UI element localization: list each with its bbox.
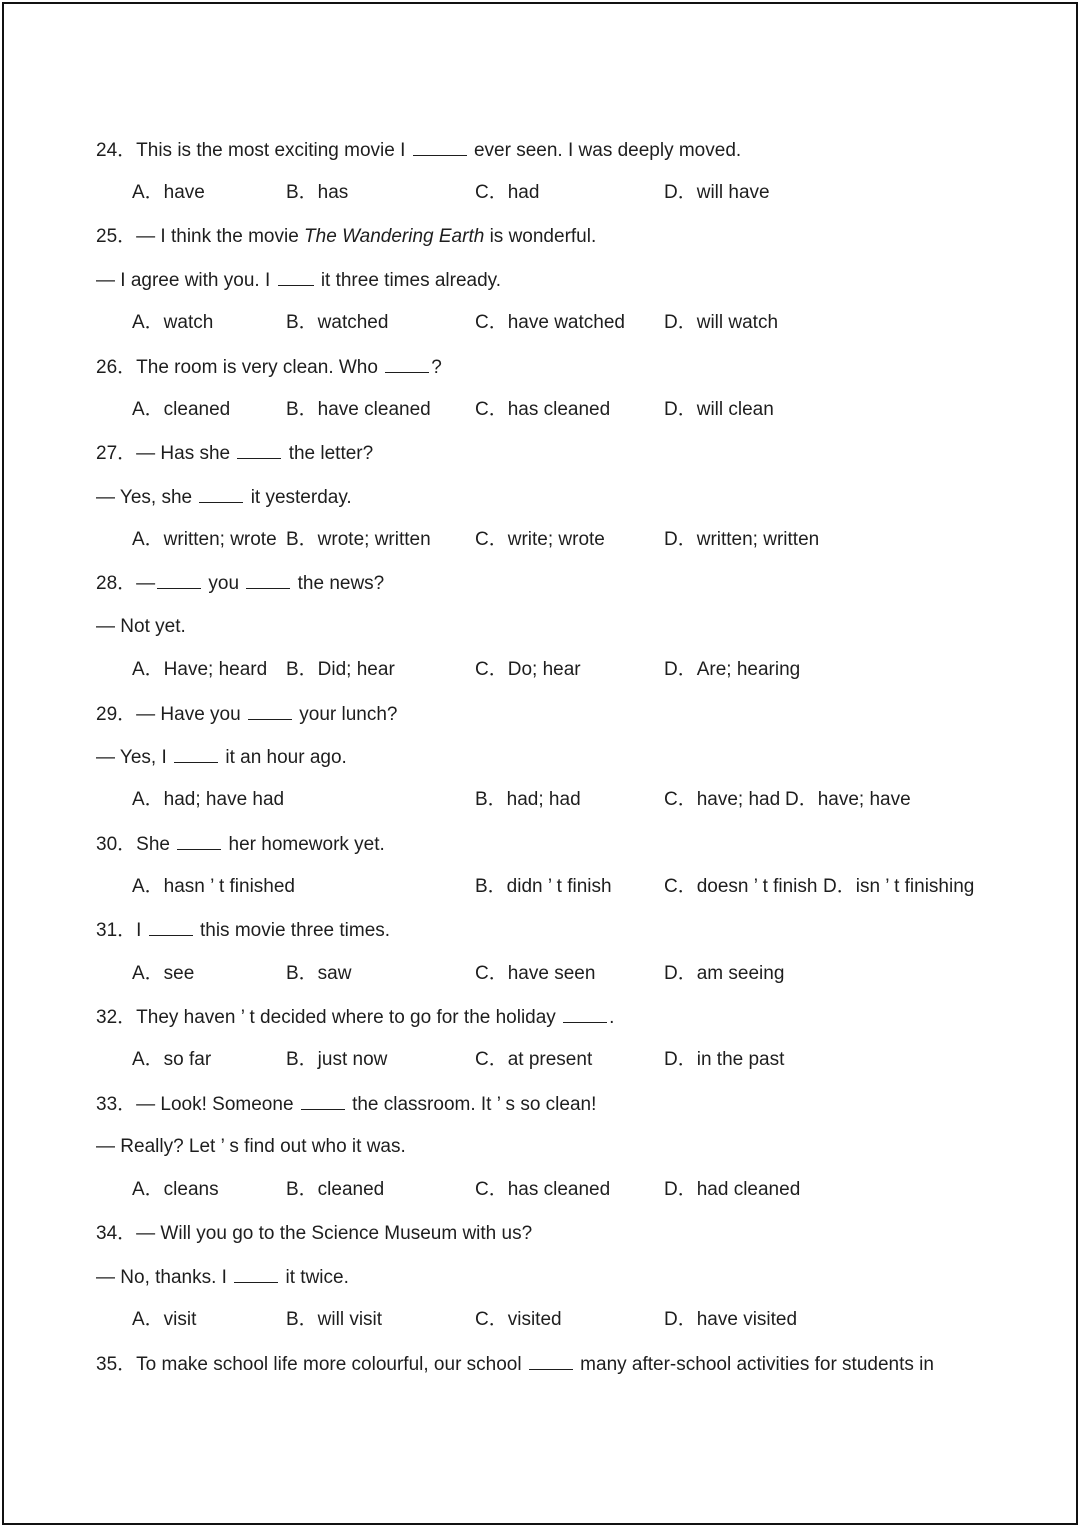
option-a: A．so far: [132, 1049, 212, 1070]
option-b: B．Did; hear: [286, 659, 395, 680]
option-c: C．have watched: [475, 312, 625, 333]
option-b: B．watched: [286, 312, 389, 333]
option-b: B．cleaned: [286, 1179, 385, 1200]
question-34: 34．— Will you go to the Science Museum with us?: [96, 1223, 533, 1244]
option-a: A．Have; heard: [132, 659, 268, 680]
answer-blank: [248, 701, 292, 720]
movie-title: The Wandering Earth: [304, 226, 485, 247]
response-27: — Yes, she it yesterday.: [96, 484, 352, 511]
option-b: B．just now: [286, 1049, 388, 1070]
question-35: 35．To make school life more colourful, our school many after-school activities for students in: [96, 1351, 934, 1378]
question-number: 24．: [96, 140, 137, 161]
response-29: — Yes, I it an hour ago.: [96, 744, 347, 771]
question-number: 33．: [96, 1094, 137, 1115]
answer-blank: [278, 267, 314, 286]
option-c: C．has cleaned: [475, 399, 611, 420]
question-number: 25．: [96, 226, 137, 247]
answer-blank: [177, 831, 221, 850]
question-29: 29．— Have you your lunch?: [96, 701, 397, 728]
answer-blank: [563, 1004, 607, 1023]
option-c: C．write; wrote: [475, 529, 605, 550]
option-b: B．had; had: [475, 789, 581, 810]
question-32: 32．They haven ’ t decided where to go for the holiday .: [96, 1004, 614, 1031]
question-number: 27．: [96, 443, 137, 464]
question-26: 26．The room is very clean. Who ?: [96, 354, 442, 381]
answer-blank: [246, 570, 290, 589]
question-number: 26．: [96, 357, 137, 378]
question-number: 34．: [96, 1223, 137, 1244]
option-b: B．saw: [286, 963, 352, 984]
option-b: B．will visit: [286, 1309, 383, 1330]
option-d: D．Are; hearing: [664, 659, 801, 680]
answer-blank: [301, 1091, 345, 1110]
question-24: 24．This is the most exciting movie I ever seen. I was deeply moved.: [96, 137, 741, 164]
option-c: C．visited: [475, 1309, 562, 1330]
option-b: B．have cleaned: [286, 399, 431, 420]
option-a: A．watch: [132, 312, 214, 333]
option-d: D．will have: [664, 182, 770, 203]
answer-blank: [149, 917, 193, 936]
response-33: — Really? Let ’ s find out who it was.: [96, 1136, 406, 1157]
option-d: D．have; have: [785, 789, 911, 810]
option-a: A．had; have had: [132, 789, 285, 810]
question-number: 30．: [96, 834, 137, 855]
response-25: — I agree with you. I it three times already.: [96, 267, 501, 294]
option-a: A．cleaned: [132, 399, 231, 420]
question-25: 25．— I think the movie The Wandering Earth is wonderful.: [96, 226, 597, 247]
option-c: C．has cleaned: [475, 1179, 611, 1200]
option-d: D．am seeing: [664, 963, 785, 984]
option-c: C．had: [475, 182, 540, 203]
question-30: 30．She her homework yet.: [96, 831, 385, 858]
question-number: 32．: [96, 1007, 137, 1028]
response-28: — Not yet.: [96, 616, 186, 637]
option-a: A．visit: [132, 1309, 197, 1330]
option-a: A．written; wrote: [132, 529, 277, 550]
answer-blank: [385, 354, 429, 373]
option-d: D．written; written: [664, 529, 820, 550]
option-a: A．have: [132, 182, 205, 203]
option-c: C．Do; hear: [475, 659, 581, 680]
answer-blank: [237, 440, 281, 459]
option-c: C．at present: [475, 1049, 593, 1070]
option-b: B．didn ’ t finish: [475, 876, 612, 897]
answer-blank: [529, 1351, 573, 1370]
question-number: 31．: [96, 920, 137, 941]
answer-blank: [174, 744, 218, 763]
question-number: 28．: [96, 573, 137, 594]
question-33: 33．— Look! Someone the classroom. It ’ s so clean!: [96, 1091, 596, 1118]
question-number: 29．: [96, 704, 137, 725]
option-c: C．have; had: [664, 789, 781, 810]
option-d: D．have visited: [664, 1309, 798, 1330]
option-a: A．hasn ’ t finished: [132, 876, 295, 897]
option-a: A．cleans: [132, 1179, 219, 1200]
answer-blank: [413, 137, 467, 156]
option-b: B．has: [286, 182, 349, 203]
question-31: 31．I this movie three times.: [96, 917, 390, 944]
question-number: 35．: [96, 1354, 137, 1375]
answer-blank: [157, 570, 201, 589]
response-34: — No, thanks. I it twice.: [96, 1264, 349, 1291]
option-c: C．doesn ’ t finish: [664, 876, 818, 897]
option-d: D．in the past: [664, 1049, 785, 1070]
option-a: A．see: [132, 963, 195, 984]
answer-blank: [234, 1264, 278, 1283]
option-d: D．will clean: [664, 399, 774, 420]
option-c: C．have seen: [475, 963, 596, 984]
answer-blank: [199, 484, 243, 503]
question-27: 27．— Has she the letter?: [96, 440, 373, 467]
option-d: D．had cleaned: [664, 1179, 801, 1200]
question-28: 28．— you the news?: [96, 570, 384, 597]
option-d: D．will watch: [664, 312, 779, 333]
option-d: D．isn ’ t finishing: [823, 876, 975, 897]
option-b: B．wrote; written: [286, 529, 431, 550]
